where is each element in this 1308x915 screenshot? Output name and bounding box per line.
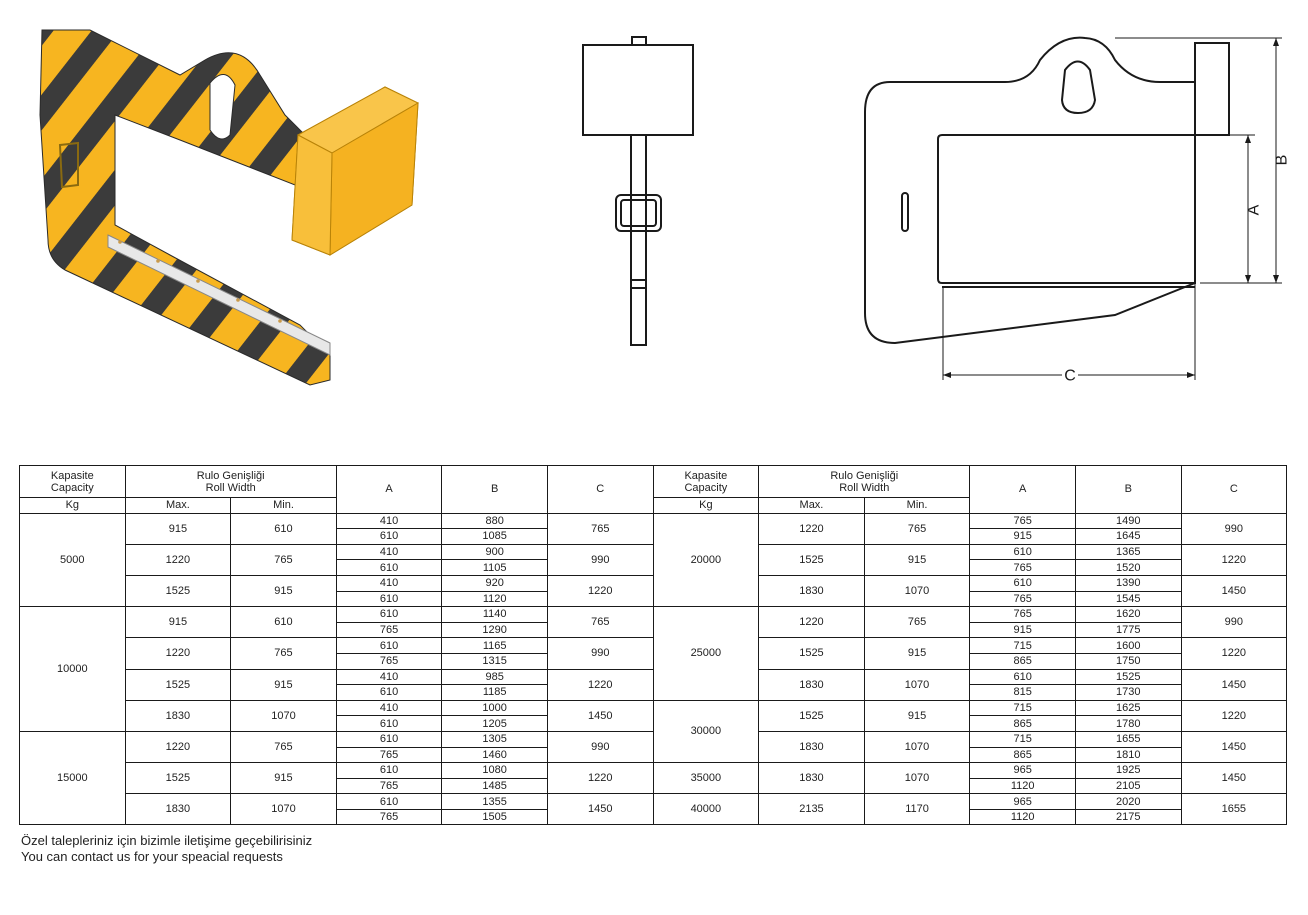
max-width-cell: 915 (125, 607, 231, 638)
max-width-cell: 1220 (125, 544, 231, 575)
max-width-cell: 1220 (125, 731, 231, 762)
b-cell: 1810 (1075, 747, 1181, 763)
header-capacity (20, 466, 126, 498)
header-max: Max. (125, 498, 231, 514)
c-cell: 990 (547, 638, 653, 669)
c-cell: 1220 (1181, 544, 1287, 575)
header-roll-width-tr: Rulo Genişliği (196, 469, 265, 482)
b-cell: 1730 (1075, 685, 1181, 701)
a-cell: 765 (970, 560, 1076, 576)
header-unit: Kg (20, 498, 126, 514)
max-width-cell: 2135 (759, 794, 865, 825)
a-cell: 815 (970, 685, 1076, 701)
header-capacity-tr: Kapasite (50, 469, 94, 482)
table-row (20, 607, 1287, 623)
capacity-spec-table (19, 465, 1287, 825)
b-cell: 920 (442, 575, 548, 591)
min-width-cell: 765 (231, 638, 337, 669)
capacity-cell: 15000 (20, 731, 126, 825)
b-cell: 1390 (1075, 575, 1181, 591)
a-cell: 610 (970, 575, 1076, 591)
dim-label-c: C (1064, 367, 1076, 385)
max-width-cell: 1830 (759, 763, 865, 794)
b-cell: 1655 (1075, 731, 1181, 747)
b-cell: 900 (442, 544, 548, 560)
capacity-cell: 5000 (20, 513, 126, 607)
min-width-cell: 610 (231, 607, 337, 638)
a-cell: 610 (336, 716, 442, 732)
min-width-cell: 915 (864, 700, 970, 731)
table-row (20, 700, 1287, 716)
a-cell: 610 (336, 794, 442, 810)
b-cell: 2175 (1075, 809, 1181, 825)
min-width-cell: 765 (231, 544, 337, 575)
min-width-cell: 1070 (231, 700, 337, 731)
b-cell: 880 (442, 513, 548, 529)
b-cell: 1620 (1075, 607, 1181, 623)
contact-note-tr: Özel talepleriniz için bizimle iletişime geçebilirisiniz (21, 833, 313, 848)
b-cell: 1140 (442, 607, 548, 623)
c-cell: 1220 (1181, 700, 1287, 731)
a-cell: 765 (970, 591, 1076, 607)
min-width-cell: 765 (231, 731, 337, 762)
a-cell: 610 (336, 560, 442, 576)
c-cell: 1220 (547, 763, 653, 794)
b-cell: 1205 (442, 716, 548, 732)
a-cell: 410 (336, 575, 442, 591)
min-width-cell: 1070 (864, 763, 970, 794)
min-width-cell: 915 (864, 544, 970, 575)
header-b: B (1075, 466, 1181, 514)
b-cell: 1485 (442, 778, 548, 794)
b-cell: 1505 (442, 809, 548, 825)
b-cell: 1520 (1075, 560, 1181, 576)
a-cell: 1120 (970, 809, 1076, 825)
b-cell: 1120 (442, 591, 548, 607)
header-roll-width (125, 466, 336, 498)
min-width-cell: 765 (864, 607, 970, 638)
b-cell: 1105 (442, 560, 548, 576)
header-roll-width-en: Roll Width (205, 481, 256, 494)
c-cell: 1450 (1181, 669, 1287, 700)
a-cell: 610 (336, 529, 442, 545)
max-width-cell: 1830 (759, 669, 865, 700)
table-row (20, 794, 1287, 810)
c-cell: 990 (547, 544, 653, 575)
min-width-cell: 915 (231, 575, 337, 606)
capacity-cell: 10000 (20, 607, 126, 732)
b-cell: 1750 (1075, 653, 1181, 669)
b-cell: 1185 (442, 685, 548, 701)
a-cell: 610 (970, 669, 1076, 685)
c-cell: 1450 (547, 700, 653, 731)
a-cell: 610 (336, 591, 442, 607)
header-min: Min. (231, 498, 337, 514)
a-cell: 765 (970, 513, 1076, 529)
b-cell: 1315 (442, 653, 548, 669)
max-width-cell: 1830 (759, 575, 865, 606)
side-view-drawing (570, 30, 710, 360)
a-cell: 865 (970, 653, 1076, 669)
capacity-cell: 20000 (653, 513, 759, 607)
capacity-cell: 35000 (653, 763, 759, 794)
header-roll-width-tr: Rulo Genişliği (830, 469, 899, 482)
c-cell: 990 (547, 731, 653, 762)
a-cell: 610 (336, 607, 442, 623)
a-cell: 410 (336, 700, 442, 716)
a-cell: 1120 (970, 778, 1076, 794)
header-capacity (653, 466, 759, 498)
max-width-cell: 1525 (759, 638, 865, 669)
c-cell: 1220 (547, 669, 653, 700)
header-capacity-tr: Kapasite (684, 469, 728, 482)
c-cell: 1450 (1181, 731, 1287, 762)
c-cell: 1450 (1181, 763, 1287, 794)
b-cell: 1780 (1075, 716, 1181, 732)
a-cell: 765 (336, 778, 442, 794)
b-cell: 1080 (442, 763, 548, 779)
front-view-drawing (850, 25, 1300, 395)
c-cell: 1450 (547, 794, 653, 825)
a-cell: 915 (970, 622, 1076, 638)
table-row (20, 513, 1287, 529)
header-capacity-en: Capacity (684, 481, 728, 494)
c-cell: 1450 (1181, 575, 1287, 606)
c-cell: 1220 (547, 575, 653, 606)
capacity-cell: 25000 (653, 607, 759, 701)
a-cell: 915 (970, 529, 1076, 545)
min-width-cell: 1070 (864, 669, 970, 700)
header-roll-width-en: Roll Width (839, 481, 890, 494)
min-width-cell: 1070 (231, 794, 337, 825)
max-width-cell: 1830 (125, 794, 231, 825)
dim-label-a: A (1245, 204, 1263, 216)
c-cell: 765 (547, 513, 653, 544)
a-cell: 965 (970, 763, 1076, 779)
b-cell: 2020 (1075, 794, 1181, 810)
b-cell: 1355 (442, 794, 548, 810)
min-width-cell: 765 (864, 513, 970, 544)
b-cell: 1525 (1075, 669, 1181, 685)
b-cell: 1085 (442, 529, 548, 545)
b-cell: 1490 (1075, 513, 1181, 529)
contact-note-en: You can contact us for your speacial requests (21, 849, 283, 864)
min-width-cell: 1170 (864, 794, 970, 825)
a-cell: 410 (336, 669, 442, 685)
max-width-cell: 1525 (759, 544, 865, 575)
b-cell: 1305 (442, 731, 548, 747)
a-cell: 765 (336, 622, 442, 638)
b-cell: 1165 (442, 638, 548, 654)
min-width-cell: 1070 (864, 575, 970, 606)
max-width-cell: 1830 (759, 731, 865, 762)
a-cell: 610 (970, 544, 1076, 560)
a-cell: 410 (336, 544, 442, 560)
a-cell: 765 (336, 809, 442, 825)
c-cell: 1220 (1181, 638, 1287, 669)
table-row (20, 763, 1287, 779)
spec-table-body (20, 513, 1287, 825)
b-cell: 1365 (1075, 544, 1181, 560)
b-cell: 1545 (1075, 591, 1181, 607)
max-width-cell: 1220 (125, 638, 231, 669)
a-cell: 765 (336, 747, 442, 763)
a-cell: 610 (336, 685, 442, 701)
b-cell: 1625 (1075, 700, 1181, 716)
capacity-cell: 40000 (653, 794, 759, 825)
b-cell: 1600 (1075, 638, 1181, 654)
header-roll-width (759, 466, 970, 498)
b-cell: 2105 (1075, 778, 1181, 794)
a-cell: 610 (336, 763, 442, 779)
a-cell: 965 (970, 794, 1076, 810)
b-cell: 1925 (1075, 763, 1181, 779)
a-cell: 865 (970, 716, 1076, 732)
dim-label-b: B (1273, 154, 1291, 166)
capacity-cell: 30000 (653, 700, 759, 762)
header-c: C (547, 466, 653, 514)
max-width-cell: 915 (125, 513, 231, 544)
a-cell: 765 (336, 653, 442, 669)
max-width-cell: 1220 (759, 513, 865, 544)
min-width-cell: 610 (231, 513, 337, 544)
header-min: Min. (864, 498, 970, 514)
b-cell: 985 (442, 669, 548, 685)
a-cell: 765 (970, 607, 1076, 623)
header-unit: Kg (653, 498, 759, 514)
b-cell: 1460 (442, 747, 548, 763)
c-hook-illustration (30, 25, 430, 395)
c-cell: 1655 (1181, 794, 1287, 825)
a-cell: 715 (970, 731, 1076, 747)
header-b: B (442, 466, 548, 514)
max-width-cell: 1220 (759, 607, 865, 638)
min-width-cell: 915 (864, 638, 970, 669)
max-width-cell: 1525 (125, 763, 231, 794)
c-cell: 990 (1181, 607, 1287, 638)
a-cell: 410 (336, 513, 442, 529)
b-cell: 1645 (1075, 529, 1181, 545)
a-cell: 610 (336, 731, 442, 747)
a-cell: 715 (970, 638, 1076, 654)
max-width-cell: 1525 (125, 575, 231, 606)
a-cell: 865 (970, 747, 1076, 763)
header-max: Max. (759, 498, 865, 514)
max-width-cell: 1525 (759, 700, 865, 731)
max-width-cell: 1525 (125, 669, 231, 700)
c-cell: 990 (1181, 513, 1287, 544)
header-a: A (970, 466, 1076, 514)
min-width-cell: 915 (231, 669, 337, 700)
header-a: A (336, 466, 442, 514)
min-width-cell: 915 (231, 763, 337, 794)
b-cell: 1290 (442, 622, 548, 638)
a-cell: 610 (336, 638, 442, 654)
header-capacity-en: Capacity (50, 481, 94, 494)
b-cell: 1775 (1075, 622, 1181, 638)
b-cell: 1000 (442, 700, 548, 716)
c-cell: 765 (547, 607, 653, 638)
a-cell: 715 (970, 700, 1076, 716)
min-width-cell: 1070 (864, 731, 970, 762)
header-c: C (1181, 466, 1287, 514)
max-width-cell: 1830 (125, 700, 231, 731)
